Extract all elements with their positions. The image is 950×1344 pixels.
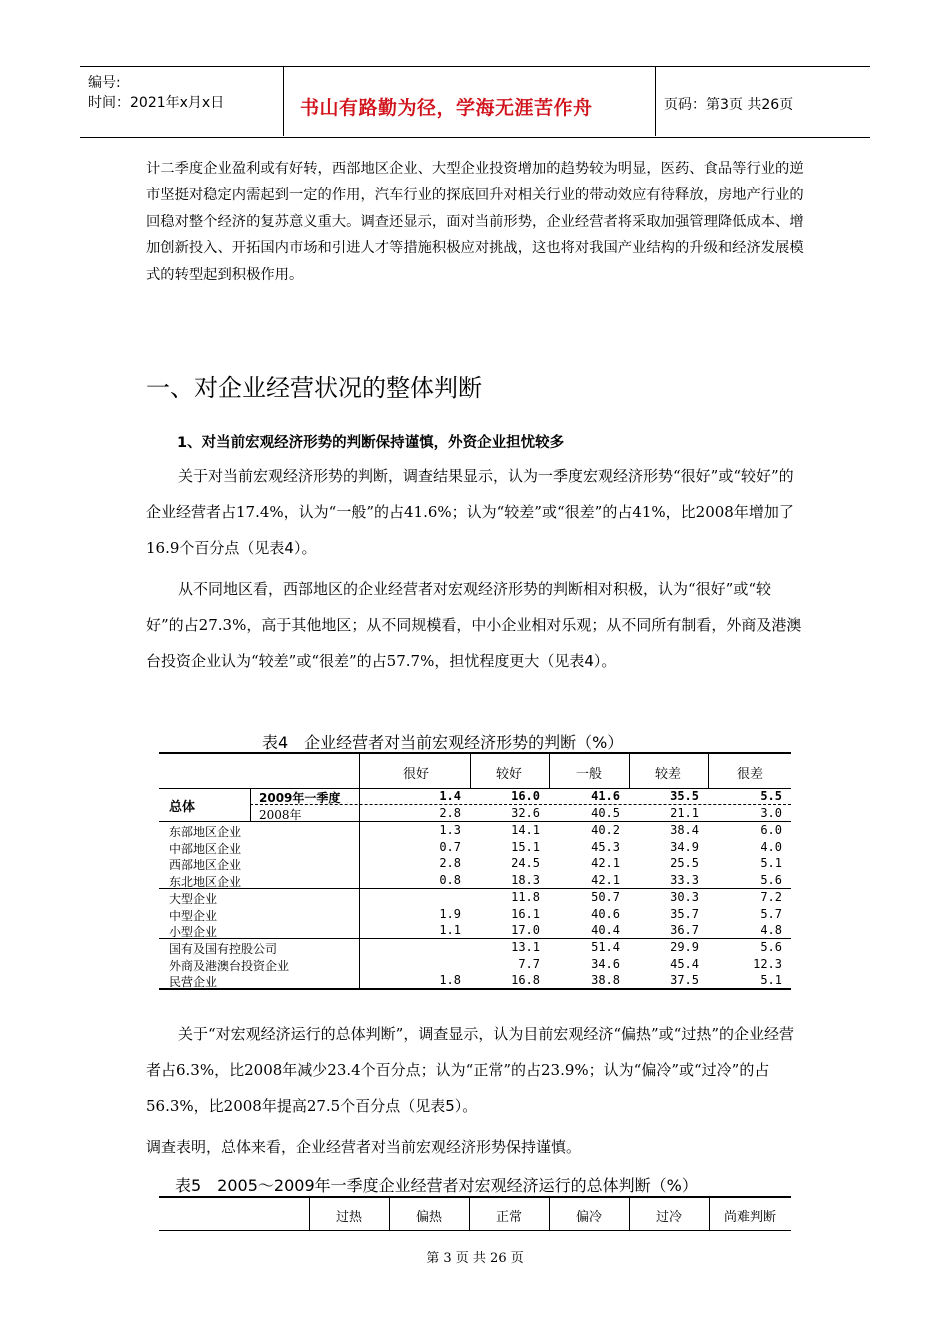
table4-row-label: 国有及国有控股公司 — [169, 942, 278, 956]
table-gridline — [629, 754, 630, 788]
table4-column-header: 较好 — [495, 767, 522, 782]
table4-row-label: 外商及港澳台投资企业 — [169, 958, 290, 973]
table4-cell: 1.9 — [439, 906, 461, 921]
table5-column-header: 过冷 — [655, 1210, 682, 1225]
table-gridline — [708, 754, 709, 788]
table4-cell: 37.5 — [670, 973, 699, 987]
table4-cell: 40.2 — [591, 823, 620, 837]
table4-row-label: 中型企业 — [169, 908, 218, 923]
table4-cell: 7.7 — [518, 956, 540, 971]
table4-row-label: 民营企业 — [169, 975, 218, 989]
body-paragraph: 调查表明，总体来看，企业经营者对当前宏观经济形势保持谨慎。 — [146, 1138, 582, 1156]
header-motto: 书山有路勤为径，学海无涯苦作舟 — [300, 97, 593, 119]
table-reference: （见表4）。 — [539, 652, 617, 670]
table4-cell: 14.1 — [511, 823, 540, 837]
table4-cell: 42.1 — [591, 856, 620, 870]
table4-cell: 0.8 — [439, 872, 461, 887]
table4-cell: 50.7 — [591, 890, 620, 904]
table4-cell: 51.4 — [591, 940, 620, 954]
table4-cell: 5.1 — [760, 856, 782, 870]
table5-column-header: 过热 — [335, 1210, 362, 1225]
table4-cell: 12.3 — [753, 956, 782, 971]
table-gridline — [250, 788, 251, 822]
table4-row-label: 东北地区企业 — [169, 874, 242, 889]
table4 — [159, 752, 791, 990]
table4-cell: 0.7 — [439, 839, 461, 854]
table4-cell: 34.6 — [591, 956, 620, 971]
table4-cell: 21.1 — [670, 806, 699, 820]
table4-cell: 17.0 — [511, 923, 540, 937]
table4-cell: 16.1 — [511, 906, 540, 921]
table4-row-label: 2008年 — [259, 808, 302, 822]
table-reference: （见表4）。 — [239, 539, 317, 557]
table4-cell: 1.1 — [439, 923, 461, 937]
body-paragraph — [146, 571, 808, 679]
table4-cell: 32.6 — [511, 806, 540, 820]
table4-cell: 30.3 — [670, 890, 699, 904]
table4-column-header: 一般 — [575, 767, 602, 782]
table4-cell: 38.4 — [670, 823, 699, 837]
table4-total-label: 总体 — [169, 800, 196, 815]
header-divider — [655, 66, 656, 136]
table4-cell: 4.8 — [760, 923, 782, 937]
table5-column-header: 偏冷 — [575, 1210, 602, 1225]
table4-cell: 1.3 — [439, 823, 461, 837]
table4-cell: 45.3 — [591, 839, 620, 854]
table4-cell: 5.6 — [760, 940, 782, 954]
table-gridline — [470, 754, 471, 788]
table4-row-label: 西部地区企业 — [169, 858, 242, 872]
table-gridline — [159, 821, 791, 822]
table5-column-header: 偏热 — [415, 1210, 442, 1225]
table-gridline — [359, 754, 360, 988]
table4-cell: 1.8 — [439, 973, 461, 987]
table4-cell: 15.1 — [511, 839, 540, 854]
document-number-label: 编号: — [88, 75, 121, 91]
table4-column-header: 很好 — [402, 767, 429, 782]
table4-cell: 40.6 — [591, 906, 620, 921]
table4-cell: 29.9 — [670, 940, 699, 954]
table4-cell: 11.8 — [511, 890, 540, 904]
table4-cell: 5.1 — [760, 973, 782, 987]
table4-cell: 33.3 — [670, 872, 699, 887]
table4-cell: 5.7 — [760, 906, 782, 921]
table4-caption: 表4 企业经营者对当前宏观经济形势的判断（%） — [262, 733, 624, 752]
paragraph-text: 从不同地区看，西部地区的企业经营者对宏观经济形势的判断相对积极，认为“很好”或“较好”的占27.3%，高于其他地区；从不同规模看，中小企业相对乐观；从不同所有制看，外商及港澳台投资企业认为“较差”或“很差”的占57.7%，担忧程度更大 — [146, 580, 802, 670]
header-divider — [283, 66, 284, 136]
table4-cell: 7.2 — [760, 890, 782, 904]
table4-cell: 13.1 — [511, 940, 540, 954]
table4-cell: 40.4 — [591, 923, 620, 937]
table4-row-label: 中部地区企业 — [169, 841, 242, 856]
table4-cell: 36.7 — [670, 923, 699, 937]
table4-cell: 5.6 — [760, 872, 782, 887]
table-gridline — [159, 938, 791, 939]
table5-column-header: 尚难判断 — [723, 1210, 776, 1225]
table4-cell: 2.8 — [439, 856, 461, 870]
table4-cell: 5.5 — [760, 789, 782, 803]
table4-cell: 40.5 — [591, 806, 620, 820]
page-footer: 第 3 页 共 26 页 — [426, 1251, 524, 1266]
table4-column-header: 较差 — [654, 767, 681, 782]
table4-cell: 18.3 — [511, 872, 540, 887]
document-time-label: 时间：2021年x月x日 — [88, 95, 225, 111]
table4-cell: 24.5 — [511, 856, 540, 870]
table5-column-header: 正常 — [495, 1210, 522, 1225]
table4-row-label: 小型企业 — [169, 925, 218, 939]
table4-cell: 3.0 — [760, 806, 782, 820]
page-info: 页码：第3页 共26页 — [664, 97, 794, 113]
table4-cell: 38.8 — [591, 973, 620, 987]
table4-cell: 6.0 — [760, 823, 782, 837]
table-gridline — [549, 754, 550, 788]
table4-cell: 35.5 — [670, 789, 699, 803]
body-paragraph — [146, 1016, 808, 1124]
table4-cell: 2.8 — [439, 806, 461, 820]
table4-row-label: 2009年一季度 — [259, 791, 341, 805]
table4-cell: 16.0 — [511, 789, 540, 803]
table4-cell: 45.4 — [670, 956, 699, 971]
table4-cell: 42.1 — [591, 872, 620, 887]
table4-column-header: 很差 — [736, 767, 763, 782]
table-reference: （见表5）。 — [400, 1097, 478, 1115]
table4-cell: 34.9 — [670, 839, 699, 854]
subsection-title: 1、对当前宏观经济形势的判断保持谨慎，外资企业担忧较多 — [177, 435, 565, 451]
table4-cell: 16.8 — [511, 973, 540, 987]
table4-cell: 35.7 — [670, 906, 699, 921]
table-gridline — [159, 888, 791, 889]
table4-cell: 25.5 — [670, 856, 699, 870]
paragraph-text: 关于对当前宏观经济形势的判断，调查结果显示，认为一季度宏观经济形势“很好”或“较好”的企业经营者占17.4%，认为“一般”的占41.6%；认为“较差”或“很差”的占41%，比2008年增加了16.9个百分点 — [146, 467, 794, 557]
section-title: 一、对企业经营状况的整体判断 — [146, 374, 482, 402]
paragraph-text: 关于“对宏观经济运行的总体判断”，调查显示，认为目前宏观经济“偏热”或“过热”的企业经营者占6.3%，比2008年减少23.4个百分点；认为“正常”的占23.9%；认为“偏冷”或“过冷”的占56.3%，比2008年提高27.5个百分点 — [146, 1025, 795, 1115]
table4-row-label: 东部地区企业 — [169, 825, 242, 839]
intro-paragraph: 计二季度企业盈利或有好转，西部地区企业、大型企业投资增加的趋势较为明显，医药、食品等行业的逆市坚挺对稳定内需起到一定的作用，汽车行业的探底回升对相关行业的带动效应有待释放，房地产行业的回稳对整个经济的复苏意义重大。调查还显示，面对当前形势，企业经营者将采取加强管理降低成本、增加创新投入、开拓国内市场和引进人才等措施积极应对挑战，这也将对我国产业结构的升级和经济发展模式的转型起到积极作用。 — [146, 161, 804, 283]
table5 — [159, 1196, 791, 1231]
table4-cell: 41.6 — [591, 789, 620, 803]
table4-row-label: 大型企业 — [169, 892, 218, 906]
table4-cell: 1.4 — [439, 789, 461, 803]
table4-cell: 4.0 — [760, 839, 782, 854]
body-paragraph — [146, 458, 808, 566]
table5-caption: 表5 2005～2009年一季度企业经营者对宏观经济运行的总体判断（%） — [175, 1176, 698, 1195]
